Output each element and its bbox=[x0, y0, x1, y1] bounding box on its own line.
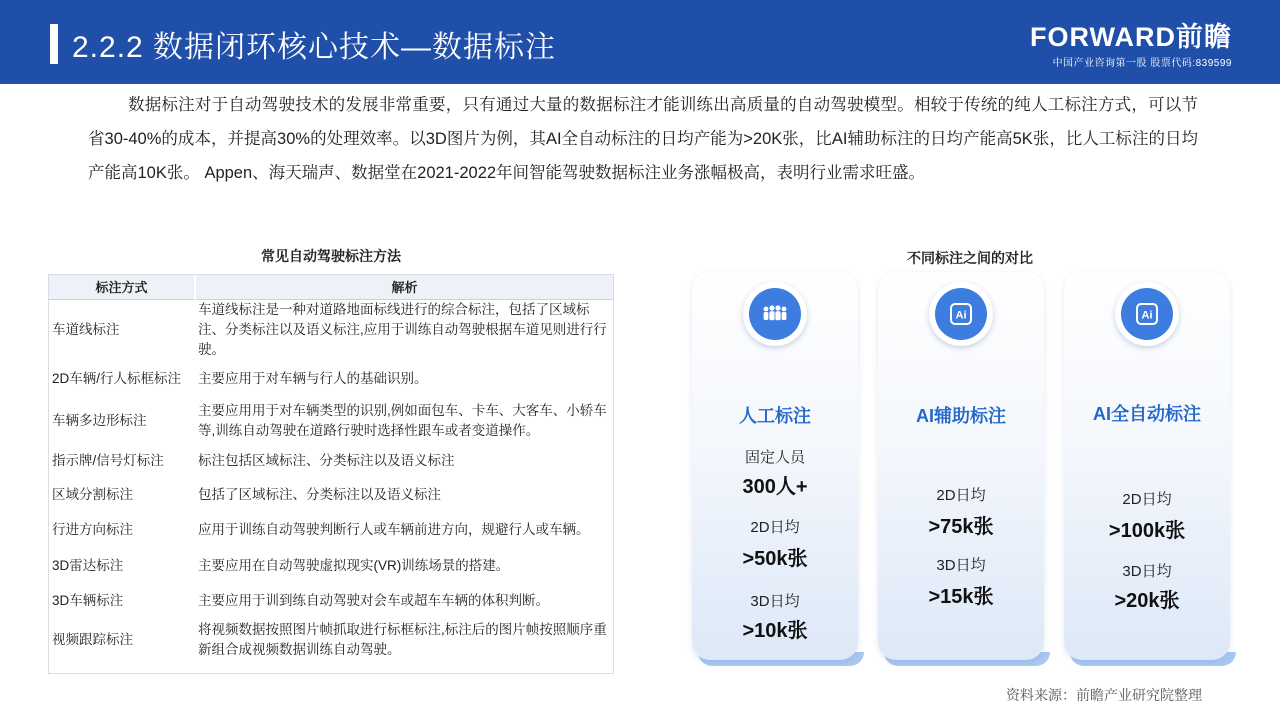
table-row bbox=[49, 360, 613, 398]
card-ai-auto-annotation bbox=[1064, 272, 1230, 660]
card-ai-assisted-annotation bbox=[878, 272, 1044, 660]
table-row bbox=[49, 478, 613, 512]
method-cell: 指示牌/信号灯标注 bbox=[49, 444, 195, 478]
desc-cell: 车道线标注是一种对道路地面标线进行的综合标注，包括了区域标注、分类标注以及语义标注,应用于训练自动驾驶根据车道见则进行行驶。 bbox=[198, 301, 607, 357]
method-cell: 车辆多边形标注 bbox=[49, 398, 195, 444]
stat-label: 2D日均 bbox=[750, 519, 800, 536]
table-row bbox=[49, 584, 613, 618]
stat-label: 3D日均 bbox=[936, 557, 986, 574]
table-header-desc: 解析 bbox=[195, 275, 613, 299]
svg-text:Ai: Ai bbox=[955, 309, 967, 322]
card-title: 人工标注 bbox=[739, 406, 811, 426]
annotation-methods-table bbox=[48, 274, 614, 674]
logo-subtitle: 中国产业咨询第一股 股票代码:839599 bbox=[1052, 58, 1232, 69]
desc-cell: 主要应用在自动驾驶虚拟现实(VR)训练场景的搭建。 bbox=[198, 557, 510, 573]
stat-label: 3D日均 bbox=[1122, 563, 1172, 580]
source-note: 资料来源：前瞻产业研究院整理 bbox=[1006, 687, 1202, 703]
desc-cell: 将视频数据按照图片帧抓取进行标框标注,标注后的图片帧按照顺序重新组合成视频数据训练自动驾驶。 bbox=[198, 621, 607, 657]
table-header-method: 标注方式 bbox=[49, 275, 195, 299]
ai-icon bbox=[929, 282, 993, 346]
title-marker bbox=[50, 24, 58, 64]
stat-label: 3D日均 bbox=[750, 593, 800, 610]
desc-cell: 包括了区域标注、分类标注以及语义标注 bbox=[198, 486, 441, 502]
stat-value: >20k张 bbox=[1114, 590, 1180, 612]
method-cell: 2D车辆/行人标框标注 bbox=[49, 360, 195, 398]
people-icon bbox=[743, 282, 807, 346]
table-row bbox=[49, 618, 613, 662]
card-title: AI全自动标注 bbox=[1093, 404, 1201, 424]
table-title: 常见自动驾驶标注方法 bbox=[261, 248, 401, 264]
table-row bbox=[49, 444, 613, 478]
desc-cell: 主要应用用于对车辆类型的识别,例如面包车、卡车、大客车、小轿车等,训练自动驾驶在道路行驶时选择性跟车或者变道操作。 bbox=[198, 402, 607, 438]
compare-title: 不同标注之间的对比 bbox=[907, 250, 1033, 266]
table-row bbox=[49, 512, 613, 548]
header-bar bbox=[0, 0, 1280, 84]
card-manual-annotation bbox=[692, 272, 858, 660]
svg-text:Ai: Ai bbox=[1141, 309, 1153, 322]
method-cell: 3D车辆标注 bbox=[49, 584, 195, 618]
table-row bbox=[49, 398, 613, 444]
stat-value: >15k张 bbox=[928, 586, 994, 608]
method-cell: 车道线标注 bbox=[49, 299, 195, 360]
table-row bbox=[49, 548, 613, 584]
method-cell: 视频跟踪标注 bbox=[49, 618, 195, 662]
desc-cell: 标注包括区域标注、分类标注以及语义标注 bbox=[198, 452, 455, 468]
stat-label: 固定人员 bbox=[744, 449, 805, 466]
desc-cell: 主要应用于训到练自动驾驶对会车或超车车辆的体积判断。 bbox=[198, 592, 549, 608]
stat-value: >75k张 bbox=[928, 516, 994, 538]
stat-value: 300人+ bbox=[742, 476, 808, 498]
desc-cell: 主要应用于对车辆与行人的基础识别。 bbox=[198, 370, 428, 386]
stat-label: 2D日均 bbox=[936, 487, 986, 504]
logo-text: FORWARD前瞻 bbox=[1030, 22, 1232, 52]
stat-value: >50k张 bbox=[742, 548, 808, 570]
stat-value: >100k张 bbox=[1108, 520, 1186, 542]
method-cell: 区域分割标注 bbox=[49, 478, 195, 512]
page-title: 2.2.2 数据闭环核心技术—数据标注 bbox=[72, 31, 557, 64]
stat-value: >10k张 bbox=[742, 620, 808, 642]
stat-label: 2D日均 bbox=[1122, 491, 1172, 508]
method-cell: 行进方向标注 bbox=[49, 512, 195, 548]
intro-paragraph: 数据标注对于自动驾驶技术的发展非常重要，只有通过大量的数据标注才能训练出高质量的自动驾驶模型。相较于传统的纯人工标注方式，可以节省30-40%的成本，并提高30%的处理效率。以3D图片为例，其AI全自动标注的日均产能为>20K张，比AI辅助标注的日均产能高5K张，比人工标注的日均产能高10K张。 Appen、海天瑞声、数据堂在2021-2022年间智能驾驶数据标注业务涨幅极高，表明行业需求旺盛。 bbox=[88, 96, 1198, 182]
table-row bbox=[49, 299, 613, 360]
method-cell: 3D雷达标注 bbox=[49, 548, 195, 584]
card-title: AI辅助标注 bbox=[916, 406, 1006, 426]
ai-icon bbox=[1115, 282, 1179, 346]
forward-logo bbox=[1030, 22, 1232, 69]
desc-cell: 应用于训练自动驾驶判断行人或车辆前进方向，规避行人或车辆。 bbox=[198, 521, 590, 537]
